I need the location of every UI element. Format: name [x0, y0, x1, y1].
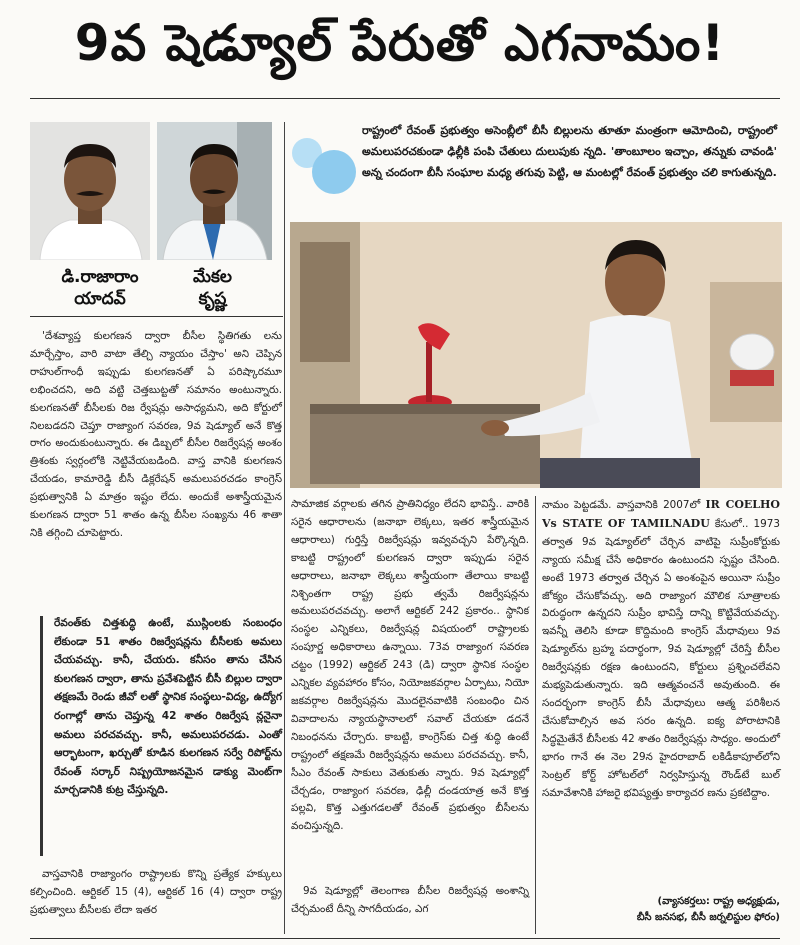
- author-1-line1: డి.రాజారాం: [61, 267, 139, 287]
- author-credit: [542, 894, 780, 926]
- column-divider-1: [284, 122, 285, 934]
- author-photo-2: [157, 122, 272, 260]
- headline-rule: [30, 98, 780, 99]
- pull-quote-bar: [40, 616, 43, 856]
- col1-paragraph-1: 'దేశవ్యాప్త కులగణన ద్వారా బీసీల స్థితిగతు లను మార్చేస్తాం, వారి వాటా తేల్చి న్యాయం చేస్తాం' అని చెప్పిన రాహుల్‌గాంధీ ఇప్పుడు కులగణనతో ఏ పరిష్కారమూ లభించదని, అది వట్టి చెత్తబుట్టతో సమానం అంటున్నారు. కులగణనతో బీసీలకు రిజ ర్వేషన్లు అసాధ్యమని, అది కోర్టులో నిలబడదని చెప్తూ రాజ్యాంగ సవరణ, 9వ షెడ్యూల్ అనే కొత్త రాగం అందుకుంటున్నారు. ఈ డిబ్బలో బీసీల రిజర్వేషన్ల అంశం త్రిశంకు స్వర్గంలోకి నెట్టివేయబడింది. వాస్త వానికి కులగణన చేయడం, కామారెడ్డి బీసీ డిక్లరేషన్ అమలుపరచడం కాంగ్రెస్ ప్రభుత్వానికి ఏ మాత్రం ఇష్టం లేదు. అందుకే అశాస్త్రీయమైన కులగణన ద్వారా 51 శాతం ఉన్న బీసీల సంఖ్యను 46 శాతా నికి తగ్గించి చూపెట్టారు.: [30, 330, 282, 539]
- intro-paragraph: రాష్ట్రంలో రేవంత్ ప్రభుత్వం అసెంబ్లీలో బీసీ బిల్లులను తూతూ మంత్రంగా ఆమోదించి, రాష్ట్రంలో అమలుపరచకుండా ఢిల్లీకి పంపి చేతులు దులుపుకు న్నది. 'తాంబూలం ఇచ్చాం, తన్నుకు చావండి' అన్న చందంగా బీసీ సంఘాల మధ్య తగువు పెట్టి, ఆ మంటల్లో రేవంత్ ప్రభుత్వం చలి కాగుతున్నది.: [362, 124, 777, 179]
- author-1-line2: యాదవ్: [74, 289, 126, 309]
- col3-paragraph: [542, 496, 780, 802]
- column-divider-2: [535, 496, 536, 934]
- author-2-line1: మేకల: [193, 267, 232, 287]
- col2-paragraph-1: సామాజిక వర్గాలకు తగిన ప్రాతినిధ్యం లేదని భావిస్తే.. వారికి సరైన ఆధారాలను (జనాభా లెక్కలు, ఇతర శాస్త్రీయమైన ఆధారాలు) గుర్తిస్తే రిజర్వేషన్లు ఇవ్వవచ్చని పేర్కొన్నది. కాబట్టి రాష్ట్రంలో కులగణన ద్వారా ఇప్పుడు సరైన ఆధారాలు, జనాభా లెక్కలు శాస్త్రీయంగా తేలాయి కాబట్టి నిశ్చింతగా రాష్ట్ర ప్రభు త్వమే రిజర్వేషన్లను అమలుపరచవచ్చు. అలాగే ఆర్టికల్ 242 ప్రకారం.. స్థానిక సంస్థల ఎన్నికలు, రిజర్వేషన్ల విషయంలో రాష్ట్రాలకు సంపూర్ణ అధికారాలు ఉన్నాయి. 73వ రాజ్యాంగ సవరణ చట్టం (1992) ఆర్టికల్ 243 (డి) ద్వారా స్థానిక సంస్థల ఎన్నికల వ్యవహారం కోసం, నియోజకవర్గాల ఏర్పాటు, నియో జకవర్గాల రిజర్వేషన్లను మొదలైనవాటికి సంబంధిం చిన వివాదాలను న్యాయస్థానాలలో సవాల్ చేయకూ డదనే నిబంధనను చేర్చారు. కాబట్టి, కాంగ్రెస్‌కు చిత్త శుద్ధి ఉంటే రాష్ట్రంలో తక్షణమే రిజర్వేషన్లను అమలు పరచవచ్చు. కానీ, సీఎం రేవంత్ సాకులు వెతుకుతు న్నారు. 9వ షెడ్యూల్లో చేర్చడం, రాజ్యాంగ సవరణ, ఢిల్లీ దండయాత్ర అనే కొత్త పల్లవి, కొత్త ఎత్తుగడలతో రేవంత్ ప్రభుత్వం బీసీలను వంచిస్తున్నది.: [291, 498, 529, 833]
- author-2-line2: కృష్ణ: [198, 289, 227, 309]
- caption-rule: [30, 316, 283, 317]
- main-photo: [290, 222, 782, 488]
- case-name: IR COELHO Vs STATE OF TAMILNADU: [542, 498, 780, 530]
- author-name-1: [50, 266, 150, 310]
- credit-line-1: (వ్యాసకర్తలు: రాష్ట్ర అధ్యక్షుడు,: [657, 896, 780, 907]
- pull-quote: రేవంత్‌కు చిత్తశుద్ధి ఉంటే, ముస్లింలకు సంబంధం లేకుండా 51 శాతం రిజర్వేషన్లను బీసీలకు అమలు చేయవచ్చు. కానీ, చేయరు. కనీసం తాను చేసిన కులగణన ద్వారా, తాను ప్రవేశపెట్టిన బీసీ బిల్లుల ద్వారా తక్షణమే రెండు జీవో లతో స్థానిక సంస్థలు-విద్య, ఉద్యోగ రంగాల్లో తాను చెప్తున్న 42 శాతం రిజర్వేష న్లనైనా అమలు పరచవచ్చు. కానీ, అమలుపరచడు. ఎంతో ఆర్భాటంగా, ఖర్చుతో కూడిన కులగణన సర్వే రిపోర్ట్‌ను రేవంత్ సర్కార్ నిష్ప్రయోజనమైన డాక్యు మెంట్‌గా మార్చడానికి కుట్ర చేస్తున్నది.: [54, 617, 282, 797]
- col3-text-a: నామం పెట్టడమే. వాస్తవానికి 2007లో: [542, 499, 706, 511]
- bottom-rule: [30, 938, 780, 939]
- credit-line-2: బీసీ జనసభ, బీసీ జర్నలిస్టుల ఫోరం): [636, 912, 780, 923]
- column-3: [542, 496, 780, 802]
- column-2: [291, 496, 529, 836]
- column-1: [30, 328, 282, 543]
- bubble-icon: [312, 150, 356, 194]
- col3-text-c: కేసులో.. 1973 తర్వాత 9వ షెడ్యూల్‌లో చేర్చిన వాటిపై సుప్రీంకోర్టుకు న్యాయ సమీక్ష చేసే అధికారం ఉంటుందని స్పష్టం చేసింది. అంటే 1973 తర్వాత చేర్చిన ఏ అంశంపైన అయినా సుప్రీం జోక్యం చేసుకోవచ్చు. అది రాజ్యాంగ మౌలిక సూత్రాలకు విరుద్ధంగా ఉన్నదని సుప్రీం భావిస్తే దాన్ని కొట్టివేయవచ్చు. ఇవన్నీ తెలిసి కూడా కొద్దిమంది కాంగ్రెస్ మేధావులు 9వ షెడ్యూల్‌ను బ్రహ్మ పదార్థంగా, 9వ షెడ్యూల్లో చేరిస్తే బీసీల రిజర్వేషన్లకు రక్షణ ఉంటుందని, కోర్టులు ప్రశ్నించలేవని మభ్యపెడుతున్నారు. ఇది ఆత్మవంచనే అవుతుంది. ఈ సందర్భంగా కాంగ్రెస్ బీసీ మేధావులు ఆత్మ పరిశీలన చేసుకోవాల్సిన అవ సరం ఉన్నది. ఐక్య పోరాటానికి సిద్ధమైతేనే బీసీలకు 42 శాతం రిజర్వేషన్లు సాధ్యం. అందులో భాగం గానే ఈ నెల 29న హైదరాబాద్ లకిడీకాపూల్‌లోని సెంట్రల్ కోర్ట్ హోటల్‌లో నిర్వహిస్తున్న రౌండ్‌టే బుల్ సమావేశానికి హాజరై భవిష్యత్తు కార్యాచర ణను ప్రకటిద్దాం.: [542, 517, 780, 799]
- col2-paragraph-2: 9వ షెడ్యూల్లో తెలంగాణ బీసీల రిజర్వేషన్ల అంశాన్ని చేర్చమంటే దీన్ని సాగదీయడం, ఎగ: [291, 885, 529, 915]
- author-name-2: [170, 266, 255, 310]
- author-photo-1: [30, 122, 150, 260]
- headline: 9వ షెడ్యూల్ పేరుతో ఎగనామం!: [74, 14, 726, 72]
- col1-paragraph-2: వాస్తవానికి రాజ్యాంగం రాష్ట్రాలకు కొన్ని ప్రత్యేక హక్కులు కల్పించింది. ఆర్టికల్ 15 (4), ఆర్టికల్ 16 (4) ద్వారా రాష్ట్ర ప్రభుత్వాలు బీసీలకు లేదా ఇతర: [30, 868, 282, 916]
